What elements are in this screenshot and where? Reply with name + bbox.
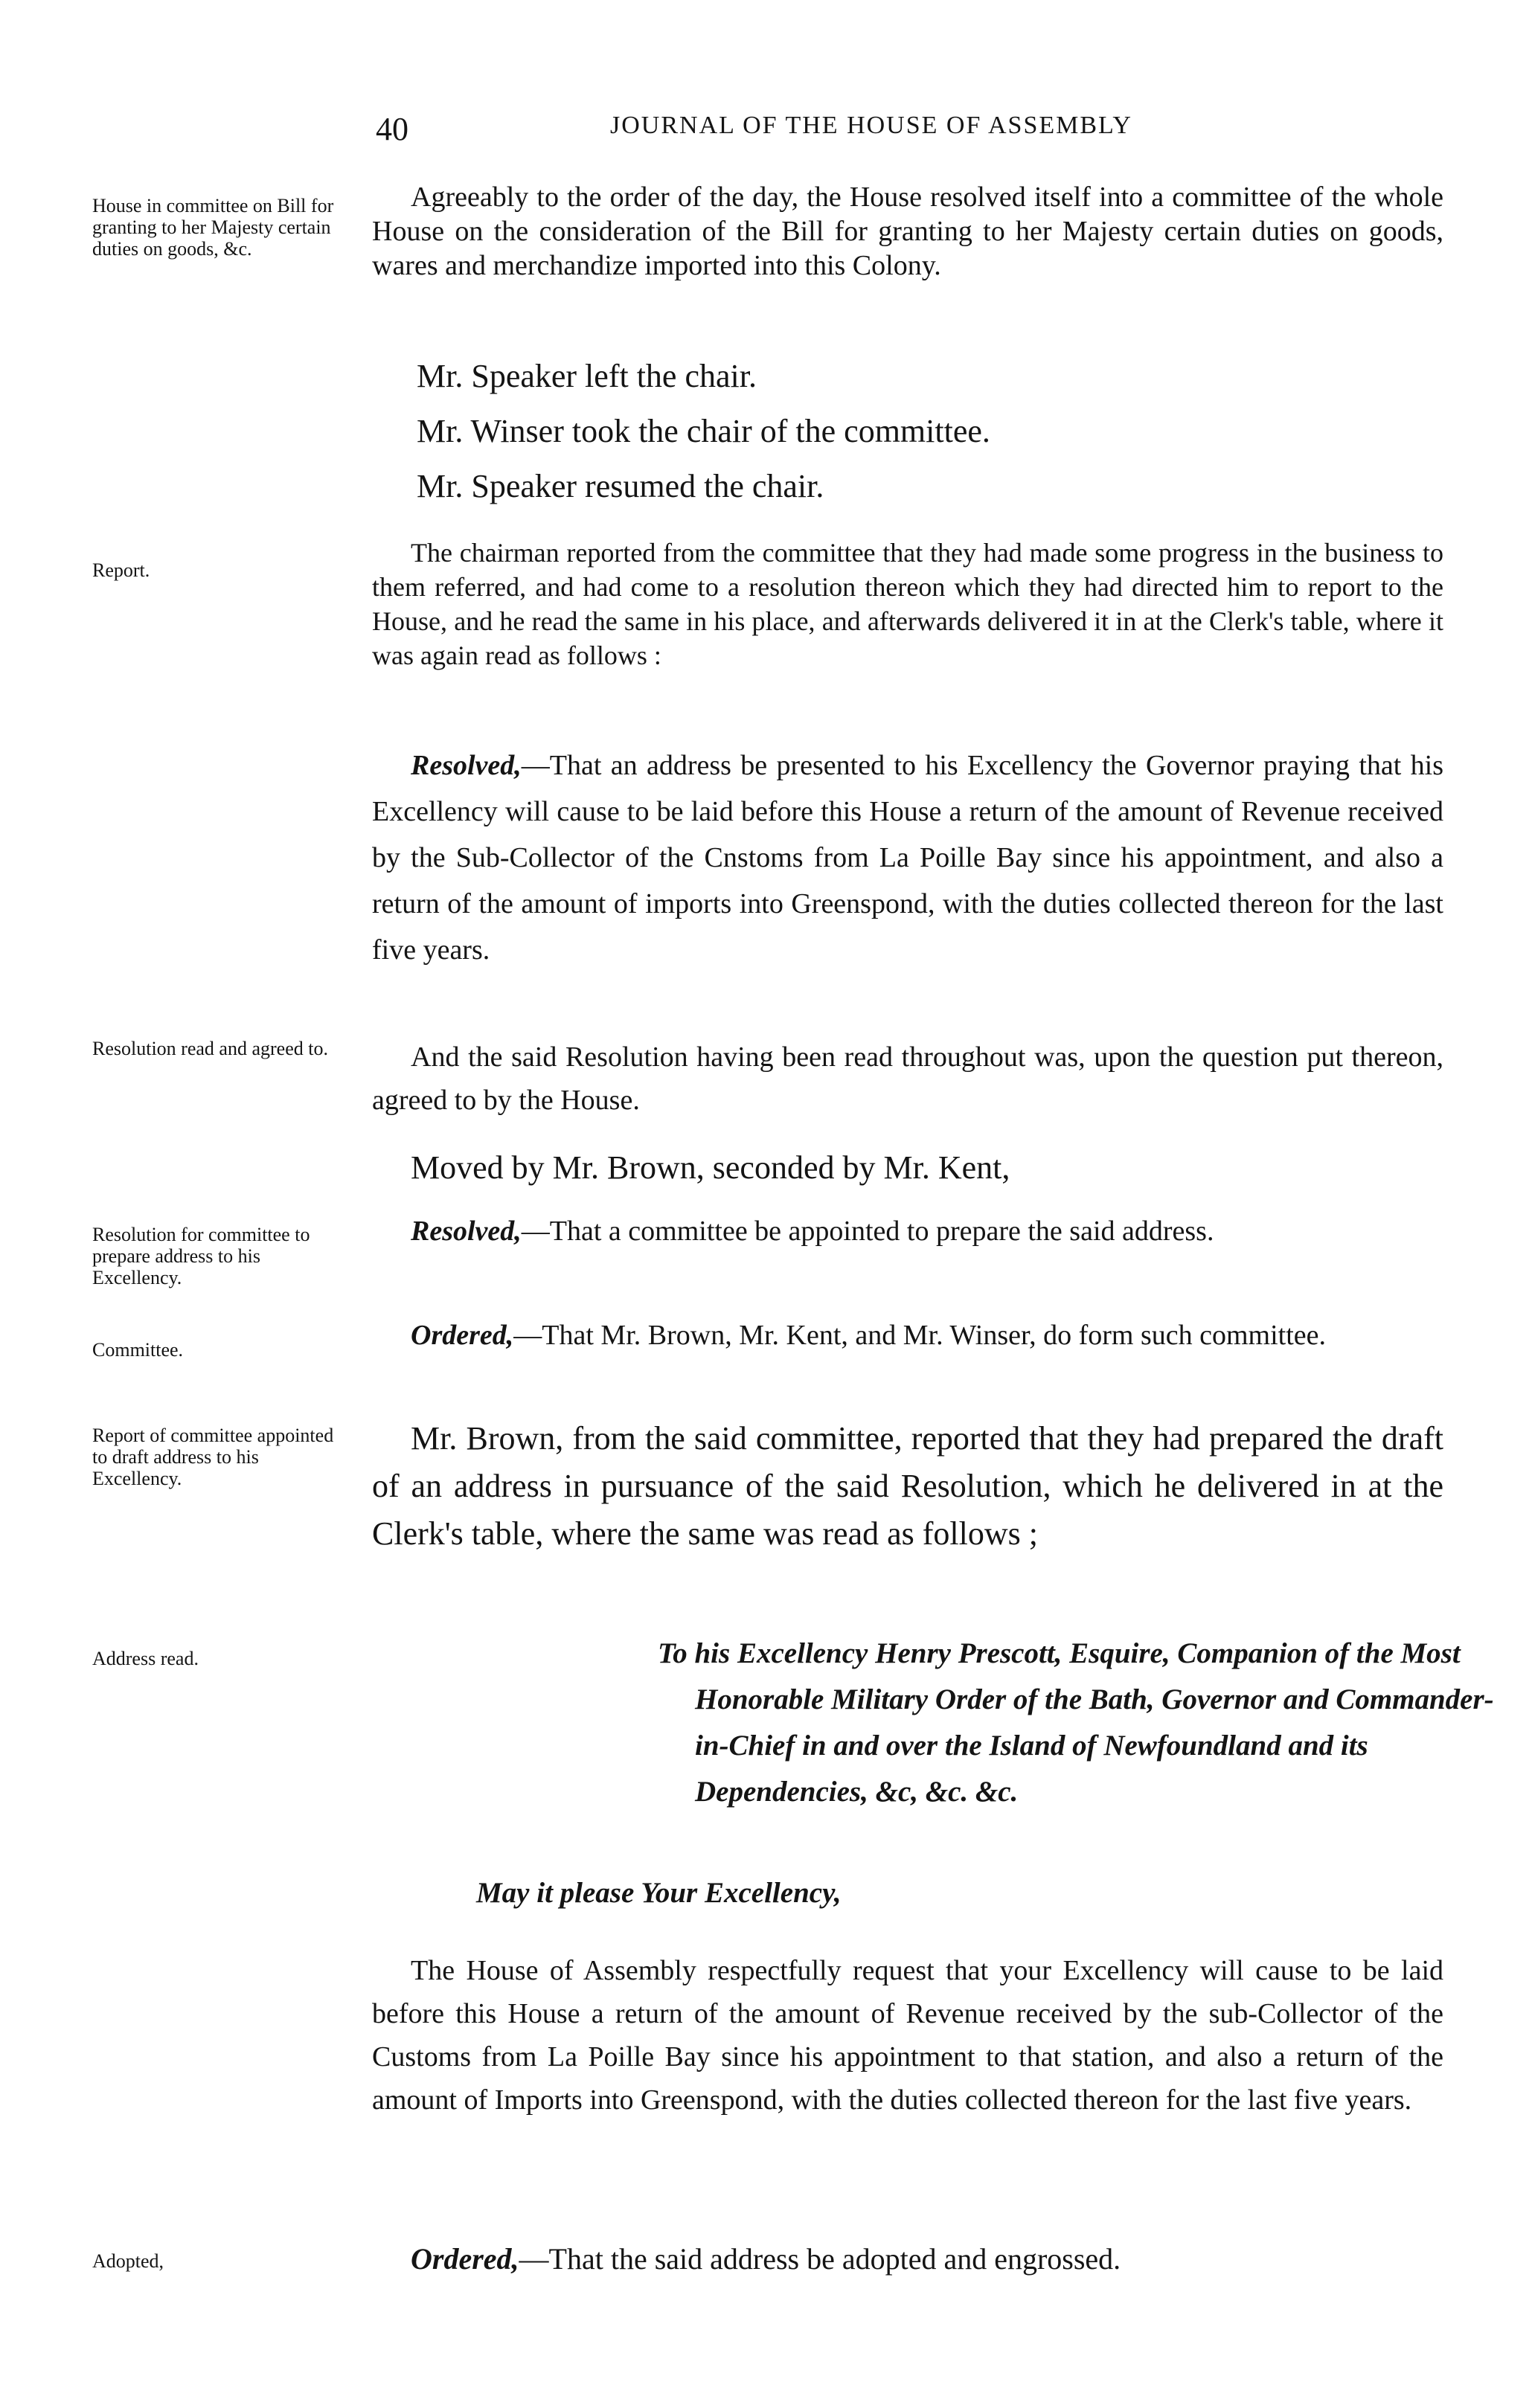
- paragraph-ordered-adopted: [372, 2238, 1443, 2281]
- margin-note-committee: House in committee on Bill for granting to her Majesty certain duties on goods, &c.: [92, 195, 334, 260]
- paragraph-chairman-report: The chairman reported from the committee that they had made some progress in the business to them referred, and had come to a resolution thereon which they had directed him to report to the House, and he read the same in his place, and afterwards delivered it in at the Clerk's table, where it was again read as follows :: [372, 538, 1443, 670]
- resolved-committee-text: —That a committee be appointed to prepare the said address.: [521, 1216, 1214, 1247]
- paragraph-resolved-committee: [372, 1214, 1443, 1248]
- page-number: 40: [376, 111, 408, 147]
- line-winser-chair: Mr. Winser took the chair of the committee.: [417, 413, 990, 449]
- paragraph-address-body: The House of Assembly respectfully request that your Excellency will cause to be laid before this House a return of the amount of Revenue received by the sub-Collector of the Customs from La Poille Bay since his appointment to that station, and also a return of the amount of Imports into Greenspond, with the duties collected thereon for the last five years.: [372, 1955, 1443, 2116]
- paragraph-ordered-committee: [372, 1318, 1443, 1352]
- paragraph-resolved-address: [372, 742, 1443, 973]
- margin-note-resolution-agreed: Resolution read and agreed to.: [92, 1038, 328, 1059]
- line-moved-by: Moved by Mr. Brown, seconded by Mr. Kent,: [411, 1149, 1010, 1186]
- line-speaker-left: Mr. Speaker left the chair.: [417, 358, 757, 394]
- margin-note-address-read: Address read.: [92, 1648, 199, 1669]
- paragraph-brown-report: Mr. Brown, from the said committee, reported that they had prepared the draft of an address in pursuance of the said Resolution, which he delivered in at the Clerk's table, where the same was read as follows ;: [372, 1420, 1443, 1552]
- line-speaker-resumed: Mr. Speaker resumed the chair.: [417, 468, 824, 504]
- resolved-label: Resolved,: [411, 750, 522, 781]
- margin-note-report: Report.: [92, 559, 150, 581]
- resolved-committee-label: Resolved,: [411, 1216, 522, 1247]
- salutation: May it please Your Excellency,: [476, 1877, 842, 1909]
- margin-note-resolution-committee: Resolution for committee to prepare address to his Excellency.: [92, 1224, 310, 1288]
- ordered-adopted-label: Ordered,: [411, 2242, 519, 2276]
- address-heading: To his Excellency Henry Prescott, Esquire, Companion of the Most Honorable Military Order of the Bath, Governor and Commander-in-Chief in and over the Island of Newfoundland and its Dependencies, &c, &c. &c.: [658, 1637, 1494, 1808]
- ordered-adopted-text: —That the said address be adopted and engrossed.: [519, 2242, 1121, 2276]
- ordered-committee-text: —That Mr. Brown, Mr. Kent, and Mr. Winser, do form such committee.: [513, 1320, 1327, 1351]
- margin-note-committee-named: Committee.: [92, 1339, 184, 1361]
- paragraph-resolution-agreed: And the said Resolution having been read throughout was, upon the question put thereon, agreed to by the House.: [372, 1041, 1443, 1116]
- ordered-committee-label: Ordered,: [411, 1320, 514, 1351]
- margin-note-report-draft: Report of committee appointed to draft address to his Excellency.: [92, 1425, 334, 1489]
- paragraph-order-of-day: Agreeably to the order of the day, the House resolved itself into a committee of the whole House on the consideration of the Bill for granting to her Majesty certain duties on goods, wares and merchandize imported into this Colony.: [372, 182, 1443, 281]
- resolved-text: —That an address be presented to his Excellency the Governor praying that his Excellency will cause to be laid before this House a return of the amount of Revenue received by the Sub-Collector of the Cnstoms from La Poille Bay since his appointment, and also a return of the amount of imports into Greenspond, with the duties collected thereon for the last five years.: [372, 750, 1443, 966]
- running-title: JOURNAL OF THE HOUSE OF ASSEMBLY: [610, 112, 1132, 139]
- margin-note-adopted: Adopted,: [92, 2250, 164, 2272]
